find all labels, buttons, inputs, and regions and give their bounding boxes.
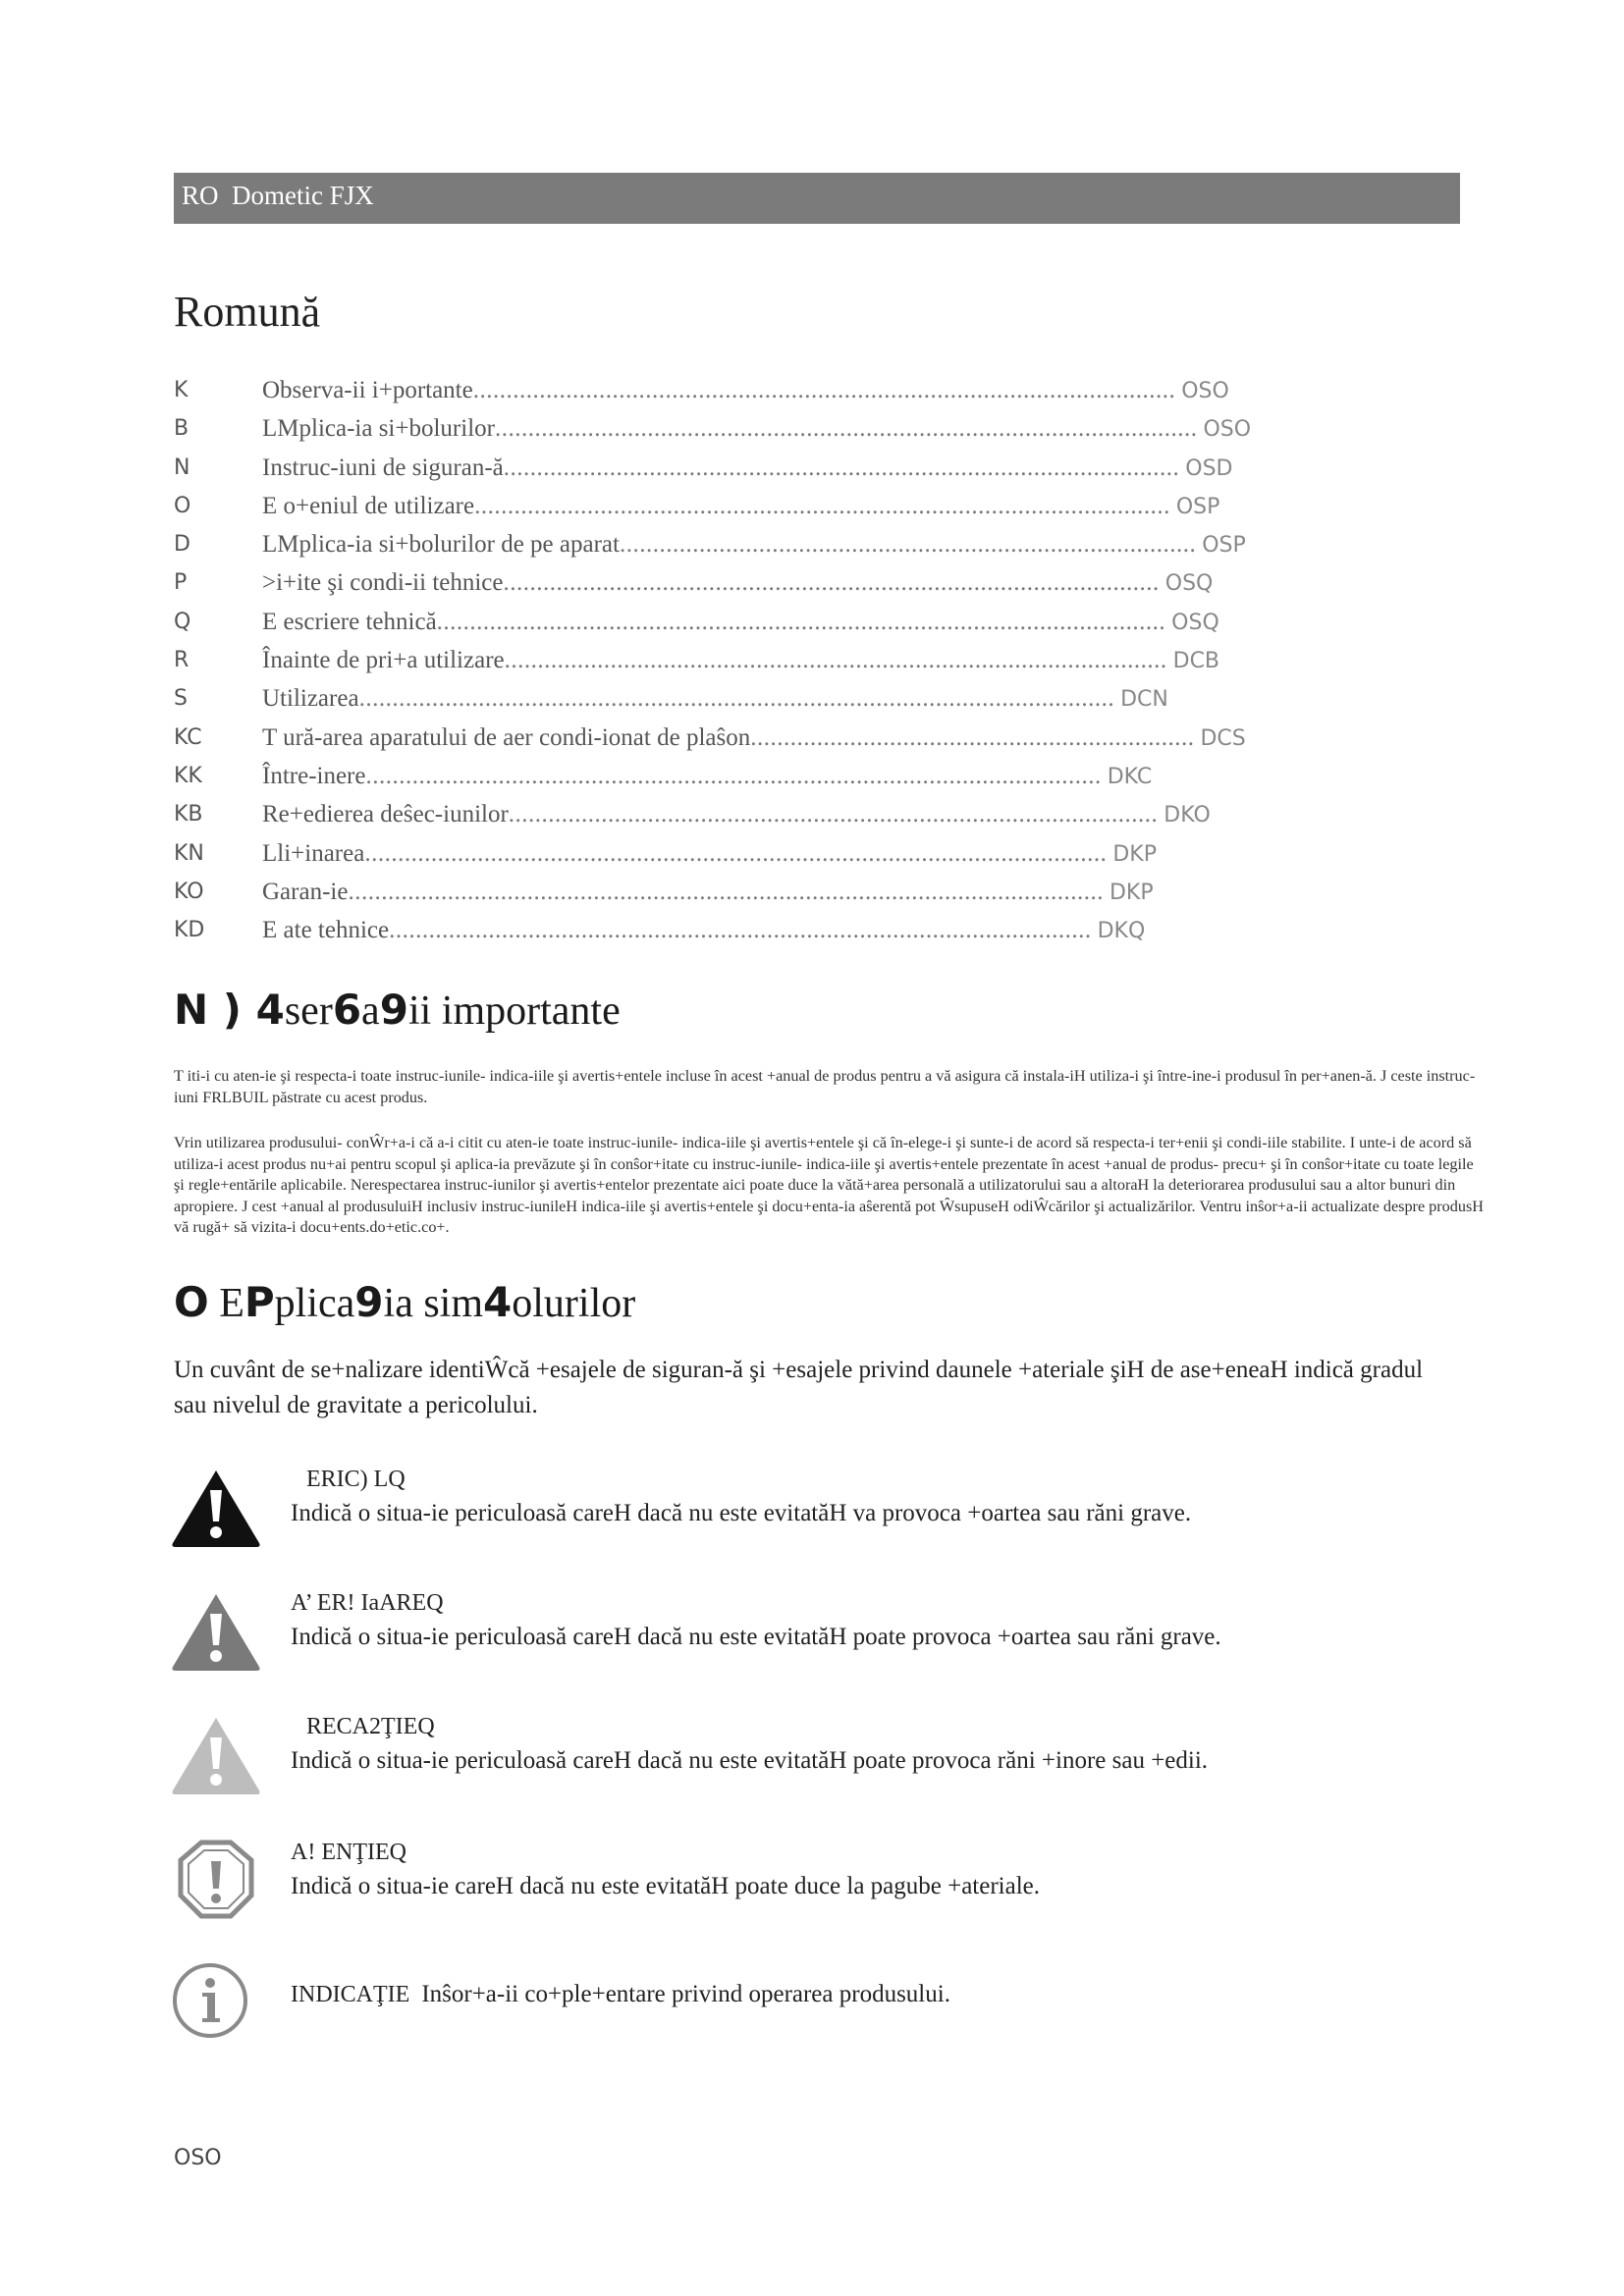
table-of-contents [174,371,1372,949]
toc-row[interactable]: KN Lli+inarea................................................................................................................ DKP [174,834,1372,873]
toc-row[interactable]: S Utilizarea.................................................................................................................. DCN [174,679,1372,718]
heading-text: ia sim [383,1281,484,1326]
toc-num: KK [174,763,202,788]
notice-label-text: INDICAŢIE [291,1982,410,2007]
notice-info [169,1959,1465,2048]
toc-num: K [174,378,189,402]
toc-page: OSP [1175,494,1220,519]
toc-page: OSD [1185,455,1233,481]
toc-page: DCS [1200,725,1246,751]
toc-row[interactable]: P >i+ite şi condi-ii tehnice................................................................................................... OSQ [174,563,1372,602]
notice-danger [169,1467,1465,1555]
important-notes-paragraph-1: T iti-i cu aten-ie şi respecta-i toate instruc-iunile- indica-iile şi avertis+entele incluse în acest +anual de produs pentru a vă asigura că instala-iH utiliza-i şi între-ine-i produsul în per+anen-ă. J ceste instruc-iuni FRLBUIL păstrate cu acest produs. [174,1067,1476,1106]
toc-row[interactable]: R Înainte de pri+a utilizare.................................................................................................... DCB [174,641,1372,679]
toc-row[interactable]: D LMplica-ia si+bolurilor de pe aparat....................................................................................... OSP [174,525,1372,563]
notice-text: Indică o situa-ie periculoasă careH dacă nu este evitatăH poate provoca răni +inore sau +edii. [291,1747,1209,1774]
toc-row[interactable]: Q E escriere tehnică.............................................................................................................. OSQ [174,603,1372,641]
heading-text: 9 [354,1278,384,1326]
caution-triangle-icon [169,1714,263,1796]
toc-num: Q [174,609,191,634]
toc-row[interactable]: KK Între-inere............................................................................................................... DKC [174,757,1372,795]
heading-text: E [208,1281,244,1326]
notice-attention [169,1840,1465,1928]
section-heading-symbols [174,1278,635,1327]
toc-title: E ate tehnice [262,917,390,944]
notice-text: Indică o situa-ie periculoasă careH dacă nu este evitatăH poate provoca +oartea sau răni grave. [291,1624,1221,1650]
toc-page: OSO [1181,379,1229,403]
notice-octagon-icon [169,1840,263,1922]
toc-page: DKQ [1097,919,1146,944]
section-number: N ) 4 [174,986,285,1034]
toc-num: P [174,570,188,596]
heading-text: plica [274,1281,355,1326]
toc-num: KB [174,802,203,828]
section-heading-important-notes [174,986,621,1035]
toc-title: Instruc-iuni de siguran-ă [262,454,504,481]
notice-label [291,1981,950,2008]
notice-caution [169,1714,1465,1802]
danger-warning-triangle-icon [169,1467,263,1549]
toc-title: Lli+inarea [262,839,365,867]
notice-text: Inŝor+a-ii co+ple+entare privind operarea produsului. [421,1981,950,2007]
toc-page: OSQ [1164,571,1214,597]
heading-text: 6 [332,986,362,1034]
toc-row[interactable]: O E o+eniul de utilizare......................................................................................................... OSP [174,487,1372,525]
toc-num: KO [174,879,204,904]
important-notes-paragraph-2: Vrin utilizarea produsului- conŴr+a-i că a-i citit cu aten-ie toate instruc-iunile- indica-iile şi avertis+entele şi că în-elege-i şi sunte-i de acord să respecta-i ter+enii şi condi-iile stabilite. I unte-i de acord să utiliza-i acest produs nu+ai pentru scopul şi aplica-ia prevăzute şi în conŝor+itate cu instruc-iunile- indica-iile şi avertis+entele prezentate în acest +anual de produs- precu+ şi în conŝor+itate cu toate legile şi regle+entările aplicabile. Nerespectarea instruc-iunilor şi avertis+entelor prezentate aici poate duce la vătă+area personală a utilizatorului sau a altoraH la deteriorarea produsului sau a altor bunuri din apropiere. J cest +anual al produsuluiH inclusiv instruc-iunileH indica-iile şi avertis+entele şi docu+enta-ia aŝerentă pot ŴsupuseH odiŴcărilor şi actualizărilor. Ventru inŝor+a-ii actualizate despre produsH vă rugă+ să vizita-i docu+ents.do+etic.co+. [174,1134,1484,1237]
toc-num: KN [174,840,204,866]
warning-triangle-icon [169,1590,263,1673]
toc-title: LMplica-ia si+bolurilor [262,415,495,443]
toc-num: S [174,686,188,712]
toc-num: KC [174,724,202,750]
heading-text: 4 [483,1278,513,1326]
toc-title: Observa-ii i+portante [262,377,473,403]
toc-row[interactable]: B LMplica-ia si+bolurilor.......................................................................................................... OSO [174,409,1372,448]
heading-text: ii importante [407,988,621,1034]
heading-text: a [361,988,380,1034]
notice-label: ERIC) LQ [306,1467,406,1492]
toc-page: DCB [1172,649,1220,674]
toc-page: DKP [1112,841,1157,867]
toc-title: E escriere tehnică [262,608,437,635]
toc-page: DKO [1164,803,1211,828]
toc-title: T ură-area aparatului de aer condi-ionat de plaŝon [262,723,751,751]
notice-label: RECA2ŢIEQ [306,1714,435,1739]
toc-page: OSP [1202,533,1246,559]
section-number: O [174,1278,209,1326]
info-circle-icon [169,1959,263,2042]
notice-warning [169,1590,1465,1679]
notice-label: A! ENŢIEQ [291,1840,406,1865]
toc-row[interactable]: KO Garan-ie.................................................................................................................. DKP [174,873,1372,911]
toc-num: B [174,416,189,442]
toc-row[interactable]: K Observa-ii i+portante.......................................................................................................... OSO [174,371,1372,409]
heading-text: ser [284,988,333,1034]
heading-text: olurilor [512,1281,636,1326]
toc-page: DKC [1107,764,1153,789]
toc-title: Utilizarea [262,685,359,713]
toc-page: DKP [1109,880,1154,905]
toc-row[interactable]: N Instruc-iuni de siguran-ă...................................................................................................... OSD [174,449,1372,487]
heading-text: P [244,1278,275,1326]
toc-row[interactable]: KD E ate tehnice.......................................................................................................... DKQ [174,911,1372,949]
language-title: Romună [174,288,321,336]
notice-text: Indică o situa-ie periculoasă careH dacă nu este evitatăH va provoca +oartea sau răni grave. [291,1500,1192,1526]
toc-page: OSQ [1171,610,1219,635]
toc-title: Garan-ie [262,878,349,905]
toc-title: LMplica-ia si+bolurilor de pe aparat [262,531,620,559]
notice-label: A’ ER! IaAREQ [291,1590,444,1616]
toc-title: Înainte de pri+a utilizare [262,647,505,674]
toc-title: Re+edierea deŝec-iunilor [262,801,509,828]
toc-num: KD [174,918,205,943]
toc-num: D [174,532,190,558]
toc-title: Între-inere [262,762,366,789]
toc-num: O [174,493,191,518]
header-bar [174,173,1460,224]
toc-row[interactable]: KB Re+edierea deŝec-iunilor.................................................................................................. DKO [174,795,1372,833]
toc-page: OSO [1203,417,1252,443]
toc-title: E o+eniul de utilizare [262,492,475,519]
toc-row[interactable]: KC T ură-area aparatului de aer condi-ionat de plaŝon................................................................... DCS [174,719,1372,757]
notice-text: Indică o situa-ie careH dacă nu este evitatăH poate duce la pagube +ateriale. [291,1873,1041,1899]
toc-title: >i+ite şi condi-ii tehnice [262,569,504,597]
heading-text: 9 [379,986,408,1034]
symbols-intro: Un cuvânt de se+nalizare identiŴcă +esajele de siguran-ă şi +esajele privind daunele +ateriale şiH de ase+eneaH indică gradul sau nivelul de gravitate a pericolului. [174,1357,1424,1418]
toc-num: R [174,648,189,673]
page-number: OSO [174,2146,222,2170]
toc-num: N [174,454,190,480]
toc-page: DCN [1120,687,1168,713]
header-title: RO Dometic FJX [182,181,374,210]
